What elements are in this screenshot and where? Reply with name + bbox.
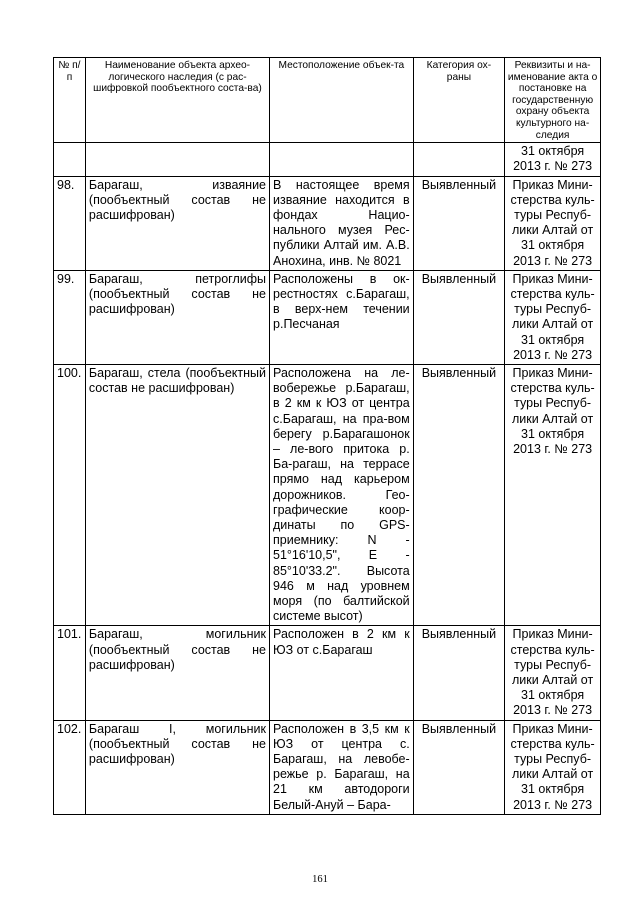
cell-category: Выявленный bbox=[413, 626, 505, 720]
heritage-registry-table bbox=[53, 57, 601, 815]
cell-name: Барагаш, могильник (пообъектный состав не расшифрован) bbox=[85, 626, 269, 720]
cell-act: Приказ Мини-стерства куль-туры Респуб-лики Алтай от 31 октября 2013 г. № 273 bbox=[505, 626, 601, 720]
cell-name: Барагаш I, могильник (пообъектный состав не расшифрован) bbox=[85, 720, 269, 814]
cell-num: 99. bbox=[54, 270, 86, 364]
header-num: № п/п bbox=[54, 58, 86, 143]
cell-act: Приказ Мини-стерства куль-туры Респуб-лики Алтай от 31 октября 2013 г. № 273 bbox=[505, 270, 601, 364]
cell-name bbox=[85, 143, 269, 176]
cell-act: Приказ Мини-стерства куль-туры Респуб-лики Алтай от 31 октября 2013 г. № 273 bbox=[505, 365, 601, 626]
cell-location: Расположены в ок-рестностях с.Барагаш, в верх-нем течении р.Песчаная bbox=[270, 270, 414, 364]
cell-name: Барагаш, петроглифы (пообъектный состав не расшифрован) bbox=[85, 270, 269, 364]
cell-act: 31 октября 2013 г. № 273 bbox=[505, 143, 601, 176]
cell-num bbox=[54, 143, 86, 176]
page-number: 161 bbox=[312, 874, 328, 885]
cell-act: Приказ Мини-стерства куль-туры Респуб-лики Алтай от 31 октября 2013 г. № 273 bbox=[505, 720, 601, 814]
cell-location: В настоящее время изваяние находится в фондах Нацио-нального музея Рес-публики Алтай им. А.В. Анохина, инв. № 8021 bbox=[270, 176, 414, 270]
cell-name: Барагаш, стела (пообъектный состав не расшифрован) bbox=[85, 365, 269, 626]
cell-location bbox=[270, 143, 414, 176]
cell-category: Выявленный bbox=[413, 720, 505, 814]
cell-location: Расположен в 3,5 км к ЮЗ от центра с. Барагаш, на левобе-режье р. Барагаш, на 21 км автодороги Белый-Ануй – Бара- bbox=[270, 720, 414, 814]
cell-category bbox=[413, 143, 505, 176]
table-row-continuation bbox=[54, 143, 601, 176]
header-act: Реквизиты и на-именование акта о постановке на государственную охрану объекта культурного на-следия bbox=[505, 58, 601, 143]
cell-category: Выявленный bbox=[413, 176, 505, 270]
table-row bbox=[54, 720, 601, 814]
cell-category: Выявленный bbox=[413, 365, 505, 626]
header-name: Наименование объекта архео-логического наследия (с рас-шифровкой пообъектного соста-ва) bbox=[85, 58, 269, 143]
cell-num: 101. bbox=[54, 626, 86, 720]
header-category: Категория ох-раны bbox=[413, 58, 505, 143]
table-row bbox=[54, 365, 601, 626]
cell-num: 102. bbox=[54, 720, 86, 814]
table-row bbox=[54, 626, 601, 720]
cell-location: Расположен в 2 км к ЮЗ от с.Барагаш bbox=[270, 626, 414, 720]
header-location: Местоположение объек-та bbox=[270, 58, 414, 143]
cell-category: Выявленный bbox=[413, 270, 505, 364]
cell-location: Расположена на ле-вобережье р.Барагаш, в 2 км к ЮЗ от центра с.Барагаш, на пра-вом берегу р.Барагашонок – ле-вого притока р. Ба-рагаш, на террасе прямо над карьером дорожников. Гео-графические коор-динаты по GPS-приемнику: N - 51°16'10,5", Е - 85°10'33.2". Высота 946 м над уровнем моря (по балтийской системе высот) bbox=[270, 365, 414, 626]
cell-act: Приказ Мини-стерства куль-туры Респуб-лики Алтай от 31 октября 2013 г. № 273 bbox=[505, 176, 601, 270]
cell-num: 100. bbox=[54, 365, 86, 626]
cell-num: 98. bbox=[54, 176, 86, 270]
table-row bbox=[54, 176, 601, 270]
table-header-row bbox=[54, 58, 601, 143]
cell-name: Барагаш, изваяние (пообъектный состав не расшифрован) bbox=[85, 176, 269, 270]
table-row bbox=[54, 270, 601, 364]
